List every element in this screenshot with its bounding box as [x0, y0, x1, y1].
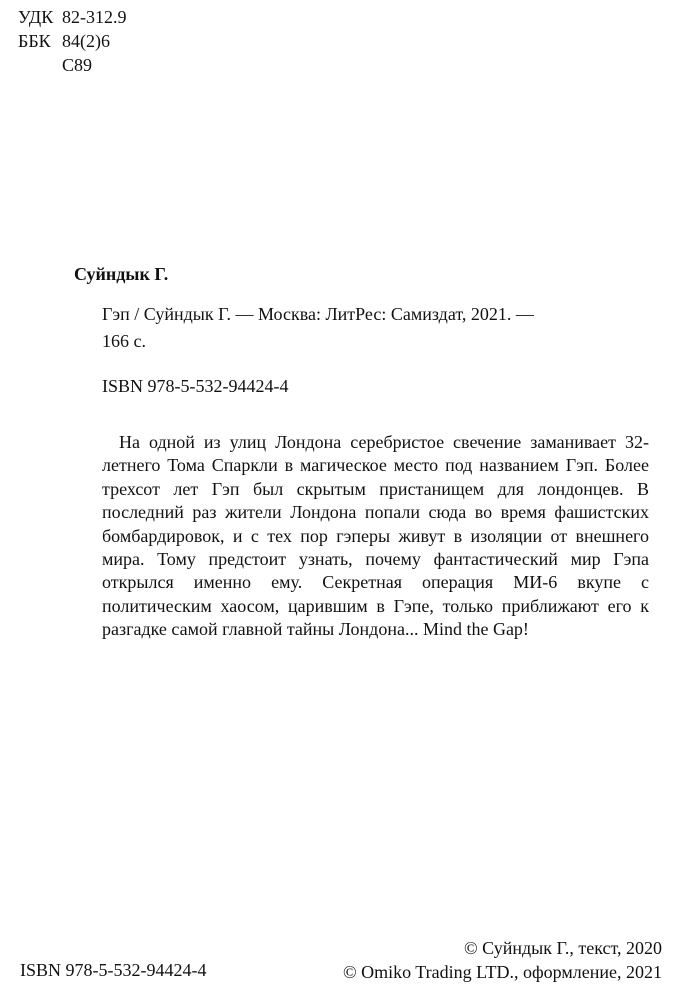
udk-row: [18, 6, 127, 28]
bibliographic-line-1: Гэп / Суйндык Г. — Москва: ЛитРес: Самиздат, 2021. —: [102, 304, 534, 324]
bbk-label: ББК: [18, 31, 51, 51]
copyright-block: [343, 936, 662, 984]
annotation: На одной из улиц Лондона серебристое свечение заманивает 32-летнего Тома Спаркли в магическое место под названием Гэп. Более трехсот лет Гэп был скрытым пристанищем для лондонцев. В последний раз жители Лондона попали сюда во время фашистских бомбардировок, и с тех пор гэперы живут в изоляции от внешнего мира. Тому предстоит узнать, почему фантастический мир Гэпа открылся именно ему. Секретная операция МИ-6 вкупе с политическим хаосом, царившим в Гэпе, только приближают его к разгадке самой главной тайны Лондона... Mind the Gap!: [102, 432, 649, 640]
bbk-row: [18, 30, 110, 52]
bibliographic-record: [102, 301, 582, 355]
isbn: ISBN 978-5-532-94424-4: [102, 376, 289, 396]
udk-value: 82-312.9: [62, 7, 127, 27]
footer-isbn: ISBN 978-5-532-94424-4: [20, 960, 207, 980]
bbk-value: 84(2)6: [62, 31, 110, 51]
copyright-design: © Omiko Trading LTD., оформление, 2021: [342, 962, 662, 982]
author-sign-row: [18, 54, 92, 76]
bibliographic-line-2: 166 с.: [102, 331, 146, 351]
udk-label: УДК: [18, 7, 54, 27]
author-heading: Суйндык Г.: [74, 264, 169, 284]
copyright-text: © Суйндык Г., текст, 2020: [463, 938, 662, 958]
author-sign: С89: [62, 55, 93, 75]
